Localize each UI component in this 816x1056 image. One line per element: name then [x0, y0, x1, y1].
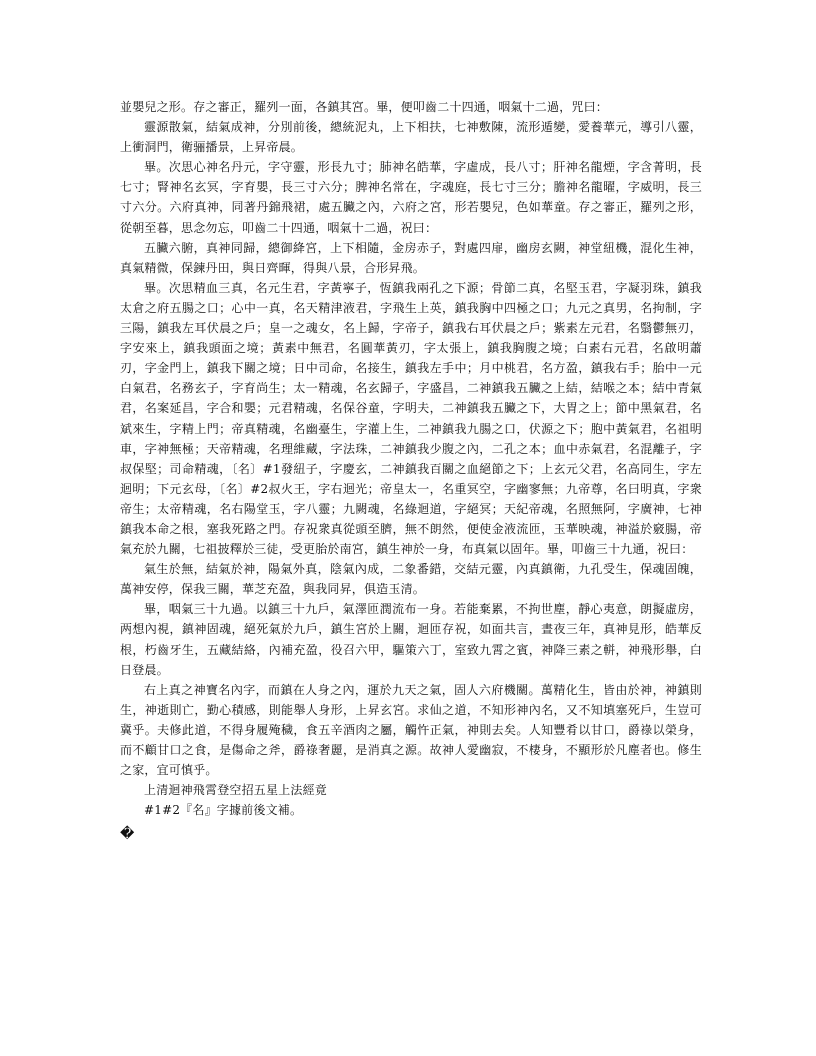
paragraph-0: 並嬰兒之形。存之審正，羅列一面，各鎮其宮。畢，便叩齒二十四通，咽氣十二過，咒曰：: [120, 100, 609, 114]
document-body: [120, 97, 702, 820]
paragraph-6: 畢，咽氣三十九過。以鎮三十九戶，氣澤匝潤流布一身。若能棄累，不拘世塵，靜心夷意，朗擬虛房，两想內視，鎮神固魂，絕死氣於九戶，鎮生宮於上關，迴匝存祝，如面共言，晝夜三年，真神見形，皓華反根，朽齒牙生，五藏結絡，內補充盈，役召六甲，驅策六丁，室致九霄之賓，神降三素之軿，神飛形舉，白日登晨。: [120, 602, 702, 677]
paragraph-3: 五臟六腑，真神同歸，總御絳宮，上下相隨，金房赤子，對處四扉，幽房玄闕，神堂紐機，混化生神，真氣精微，保鍊丹田，與日齊暉，得與八景，合形昇飛。: [120, 240, 702, 275]
paragraph-7: 右上真之神寶名內字，而鎮在人身之內，運於九天之氣，固人六府機關。萬精化生，皆由於神，神鎮則生，神逝則亡，勤心積感，則能舉人身形，上昇玄宮。求仙之道，不知形神內名，又不知填塞死戶，生豈可冀乎。夫修此道，不得身履殗穢，食五辛酒肉之屬，觸忤正氣，神則去矣。人知豐肴以甘口，爵祿以榮身，而不顧甘口之食，是傷命之斧，爵祿奢麗，是消真之源。故神人愛幽寂，不棲身，不顯形於凡塵者也。修生之家，宜可慎乎。: [120, 682, 702, 778]
editorial-note: #1#2『名』字據前後文補。: [144, 803, 303, 818]
paragraph-5: 氣生於無，結氣於神，陽氣外真，陰氣內成，二象番錯，交結元靈，內真鎮衛，九孔受生，保魂固魄，萬神安停，保我三關，華芝充盈，與我同昇，俱造玉清。: [120, 562, 702, 597]
paragraph-1: 靈源散氣，結氣成神，分別前後，總統泥丸，上下相扶，七神敷陳，流形遁變，愛養華元，導引八靈，上衝洞門，衛骊播景，上昇帝晨。: [120, 120, 702, 155]
replacement-glyph: �: [120, 826, 135, 842]
scripture-end-line: 上清迴神飛霄登空招五星上法經竟: [144, 783, 328, 798]
paragraph-4: 畢。次思精血三真，名元生君，字黃寧子，恆鎮我兩孔之下源；骨節二真，名堅玉君，字凝羽珠，鎮我太倉之府五腸之口；心中一真，名天精津液君，字飛生上英，鎮我胸中四極之口；九元之真男，名拘制，字三陽，鎮我左耳伏晨之戶；皇一之魂女，名上歸，字帝子，鎮我右耳伏晨之戶；紫素左元君，名翳鬱無刃，字安來上，鎮我頭面之境；黃素中無君，名圓華黃刃，字太張上，鎮我胸腹之境；白素右元君，名啟明蕭刃，字金門上，鎮我下關之境；日中司命，名接生，鎮我左手中；月中桃君，名方盈，鎮我右手；胎中一元白氣君，名務玄子，字育尚生；太一精魂，名玄歸子，字盛昌，二神鎮我五臟之上結，結喉之本；結中青氣君，名案延昌，字合和嬰；元君精魂，名保谷童，字明夫，二神鎮我五臟之下，大胃之上；節中黑氣君，名斌來生，字精上門；帝真精魂，名幽臺生，字灌上生，二神鎮我九腸之口，伏源之下；胞中黃氣君，名祖明車，字神無極；天帝精魂，名理維藏，字法珠，二神鎮我少腹之內，二孔之本；血中赤氣君，名混離子，字叔保堅；司命精魂，〔名〕#1發紐子，字慶玄，二神鎮我百關之血絕節之下；上玄元父君，名高同生，字左迴明；下元玄母，〔名〕#2叔火王，字右迴光；帝皇太一，名重冥空，字幽寥無；九帝尊，名曰明真，字衆帝生；太帝精魂，名右陽堂玉，字八靈；九闕魂，名綠迴道，字絕冥；天紀帝魂，名照無阿，字廣神，七神鎮我本命之根，塞我死路之門。存祝衆真從頭至臍，無不朗然，便使金液流匝，玉華映魂，神溢於竅腸，帝氣充於九關，七祖披釋於三徒，受更胎於南宮，鎮生神於一身，布真氣以固年。畢，叩齒三十九通，祝曰：: [120, 280, 702, 557]
paragraph-2: 畢。次思心神名丹元，字守靈，形長九寸；肺神名皓華，字虛成，長八寸；肝神名龍煙，字含菁明，長七寸；腎神名玄冥，字育嬰，長三寸六分；脾神名常在，字魂庭，長七寸三分；膽神名龍曜，字威明，長三寸六分。六府真神，同著丹錦飛裙，處五臟之內，六府之宮，形若嬰兒，色如華童。存之審正，羅列之形，從朝至暮，思念勿忘，叩齒二十四通，咽氣十二過，祝曰：: [120, 160, 702, 235]
